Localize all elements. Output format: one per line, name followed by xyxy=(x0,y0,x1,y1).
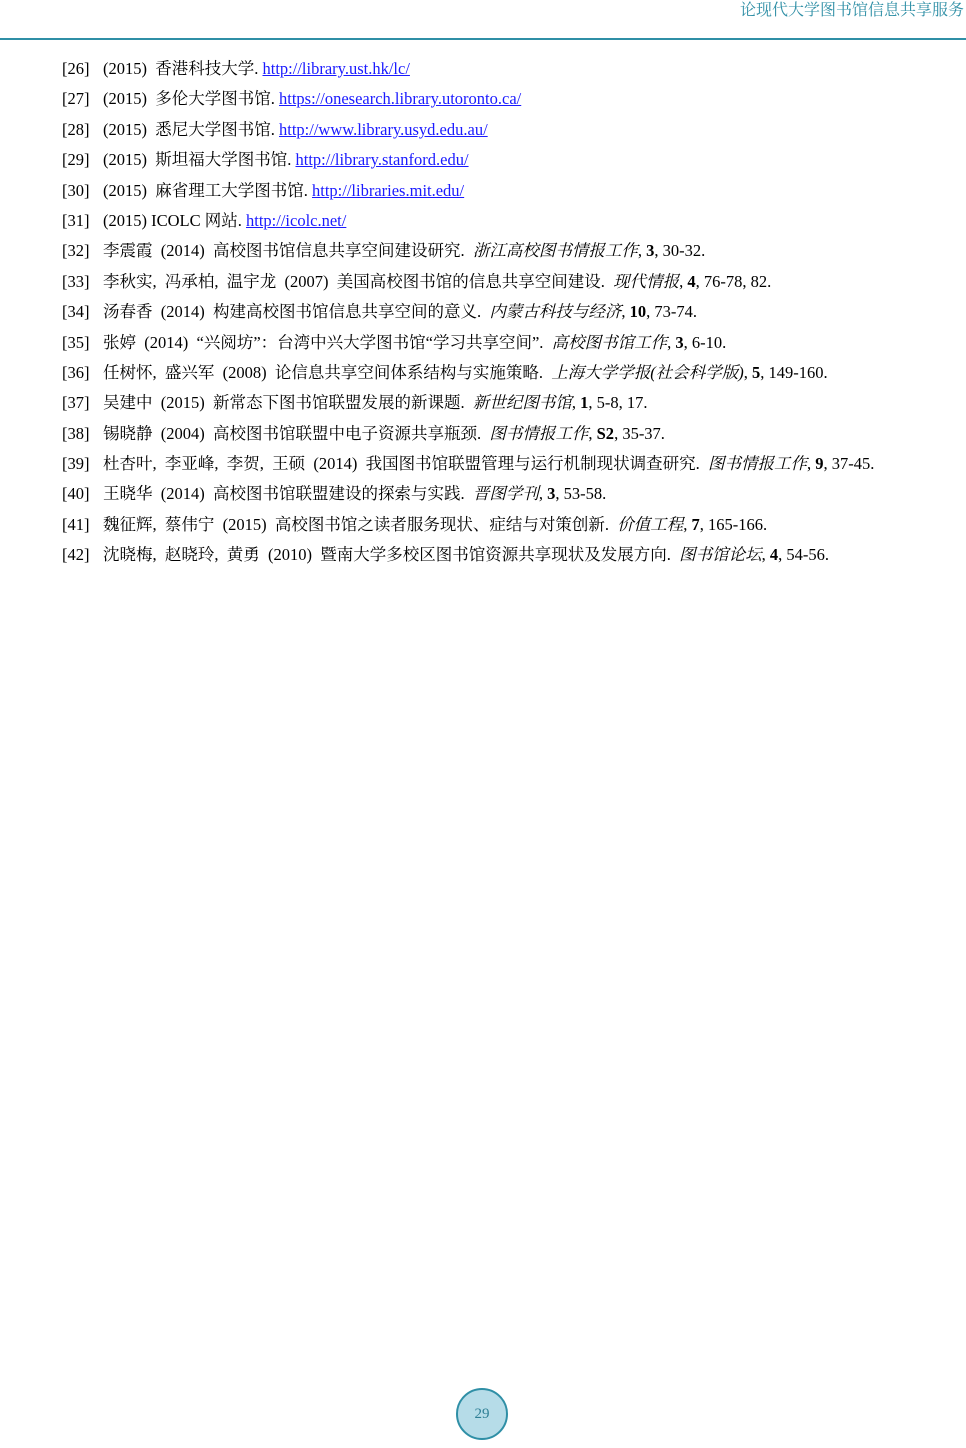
reference-number: [28] xyxy=(62,119,90,139)
reference-number: [27] xyxy=(62,89,90,109)
reference-item xyxy=(62,510,962,540)
reference-journal: 新世纪图书馆 xyxy=(472,393,572,413)
reference-item xyxy=(62,358,962,388)
reference-text: 李秋实, 冯承柏, 温宇龙 (2007) 美国高校图书馆的信息共享空间建设. xyxy=(103,271,614,291)
reference-text: 王晓华 (2014) 高校图书馆联盟建设的探索与实践. xyxy=(103,484,473,504)
reference-text: (2015) 麻省理工大学图书馆. xyxy=(103,180,312,200)
reference-body: 任树怀, 盛兴军 (2008) 论信息共享空间体系结构与实施策略. 上海大学学报(社会科学版), 5, 149-160. xyxy=(103,362,828,382)
reference-pages: , 37-45. xyxy=(823,454,875,474)
header-divider xyxy=(0,38,966,40)
reference-body xyxy=(103,84,521,114)
reference-pages: , 53-58. xyxy=(555,484,607,504)
reference-item xyxy=(62,206,962,236)
reference-journal: 浙江高校图书情报工作 xyxy=(472,241,638,261)
reference-item xyxy=(62,115,962,145)
reference-number: [37] xyxy=(62,393,90,413)
reference-text: 张婷 (2014) “兴阅坊”：台湾中兴大学图书馆“学习共享空间”. xyxy=(103,332,552,352)
reference-item xyxy=(62,449,962,479)
reference-journal: 图书情报工作 xyxy=(708,454,807,474)
reference-volume: 3 xyxy=(646,241,655,261)
reference-pages: , 73-74. xyxy=(646,302,697,322)
reference-number: [26] xyxy=(62,59,90,78)
reference-item xyxy=(62,84,962,114)
reference-pages: , 30-32. xyxy=(654,241,706,261)
reference-link[interactable]: http://icolc.net/ xyxy=(246,210,347,230)
reference-body: 李震霞 (2014) 高校图书馆信息共享空间建设研究. 浙江高校图书情报工作, 3, 30-32. xyxy=(103,241,706,261)
running-header-title: 论现代大学图书馆信息共享服务 xyxy=(739,0,964,19)
reference-item xyxy=(62,267,962,297)
reference-item xyxy=(62,236,962,266)
reference-number: [40] xyxy=(62,484,90,504)
reference-volume: 1 xyxy=(580,393,589,413)
reference-body: 汤春香 (2014) 构建高校图书馆信息共享空间的意义. 内蒙古科技与经济, 10, 73-74. xyxy=(103,302,697,322)
reference-volume: S2 xyxy=(596,423,615,443)
reference-item xyxy=(62,388,962,418)
reference-list xyxy=(62,54,962,571)
reference-volume: 4 xyxy=(687,271,696,291)
reference-body xyxy=(103,176,464,206)
reference-text: 汤春香 (2014) 构建高校图书馆信息共享空间的意义. xyxy=(103,302,490,322)
reference-number: [35] xyxy=(62,332,90,352)
reference-volume: 9 xyxy=(815,454,824,474)
reference-journal: 现代情报 xyxy=(613,271,680,291)
reference-text: (2015) 多伦大学图书馆. xyxy=(103,89,279,109)
reference-item xyxy=(62,145,962,175)
reference-item xyxy=(62,328,962,358)
reference-link[interactable]: http://library.ust.hk/lc/ xyxy=(262,59,410,78)
reference-journal: 上海大学学报(社会科学版) xyxy=(551,362,744,382)
reference-number: [34] xyxy=(62,302,90,322)
reference-number: [36] xyxy=(62,362,90,382)
page-number-badge xyxy=(456,1388,508,1440)
reference-text: (2015) 香港科技大学. xyxy=(103,59,263,78)
reference-item xyxy=(62,540,962,570)
reference-body: 魏征辉, 蔡伟宁 (2015) 高校图书馆之读者服务现状、症结与对策创新. 价值工程, 7, 165-166. xyxy=(103,514,768,534)
reference-pages: , 76-78, 82. xyxy=(695,271,772,291)
reference-volume: 3 xyxy=(547,484,556,504)
reference-number: [33] xyxy=(62,271,90,291)
reference-volume: 4 xyxy=(769,545,779,565)
reference-text: 吴建中 (2015) 新常态下图书馆联盟发展的新课题. xyxy=(103,393,473,413)
reference-pages: , 35-37. xyxy=(614,423,665,443)
reference-link[interactable]: http://www.library.usyd.edu.au/ xyxy=(279,119,488,139)
reference-body xyxy=(103,54,410,84)
reference-item xyxy=(62,297,962,327)
reference-text: 锡晓静 (2004) 高校图书馆联盟中电子资源共享瓶颈. xyxy=(103,423,490,443)
reference-pages: , 5-8, 17. xyxy=(588,393,648,413)
reference-number: [39] xyxy=(62,454,90,474)
reference-pages: , 165-166. xyxy=(699,514,768,534)
reference-number: [31] xyxy=(62,210,90,230)
reference-volume: 5 xyxy=(752,362,761,382)
reference-text: 沈晓梅, 赵晓玲, 黄勇 (2010) 暨南大学多校区图书馆资源共享现状及发展方向. xyxy=(103,545,680,565)
reference-text: (2015) 斯坦福大学图书馆. xyxy=(103,150,296,170)
reference-text: 杜杏叶, 李亚峰, 李贺, 王硕 (2014) 我国图书馆联盟管理与运行机制现状调查研究. xyxy=(103,454,708,474)
reference-number: [42] xyxy=(62,545,90,565)
reference-volume: 3 xyxy=(675,332,684,352)
reference-number: [30] xyxy=(62,180,90,200)
reference-journal: 高校图书馆工作 xyxy=(551,332,668,352)
reference-body: 王晓华 (2014) 高校图书馆联盟建设的探索与实践. 晋图学刊, 3, 53-58. xyxy=(103,484,607,504)
reference-body: 沈晓梅, 赵晓玲, 黄勇 (2010) 暨南大学多校区图书馆资源共享现状及发展方向. 图书馆论坛, 4, 54-56. xyxy=(103,545,829,565)
reference-journal: 图书情报工作 xyxy=(489,423,589,443)
reference-body: 李秋实, 冯承柏, 温宇龙 (2007) 美国高校图书馆的信息共享空间建设. 现代情报, 4, 76-78, 82. xyxy=(103,271,772,291)
reference-text: 魏征辉, 蔡伟宁 (2015) 高校图书馆之读者服务现状、症结与对策创新. xyxy=(103,514,618,534)
reference-item xyxy=(62,479,962,509)
reference-body: 吴建中 (2015) 新常态下图书馆联盟发展的新课题. 新世纪图书馆, 1, 5-8, 17. xyxy=(103,393,648,413)
reference-text: (2015) 悉尼大学图书馆. xyxy=(103,119,279,139)
reference-link[interactable]: http://library.stanford.edu/ xyxy=(295,150,469,170)
reference-pages: , 54-56. xyxy=(778,545,829,565)
reference-pages: , 149-160. xyxy=(760,362,828,382)
reference-body xyxy=(103,115,488,145)
reference-body: 张婷 (2014) “兴阅坊”：台湾中兴大学图书馆“学习共享空间”. 高校图书馆工作, 3, 6-10. xyxy=(103,332,727,352)
reference-journal: 图书馆论坛 xyxy=(679,545,762,565)
reference-link[interactable]: https://onesearch.library.utoronto.ca/ xyxy=(279,89,522,109)
reference-number: [29] xyxy=(62,150,90,170)
reference-number: [41] xyxy=(62,514,90,534)
page-number: 29 xyxy=(474,1405,490,1422)
reference-journal: 内蒙古科技与经济 xyxy=(489,302,622,322)
reference-volume: 10 xyxy=(629,302,647,322)
reference-body xyxy=(103,206,346,236)
reference-journal: 价值工程 xyxy=(617,514,684,534)
reference-journal: 晋图学刊 xyxy=(472,484,539,504)
reference-number: [38] xyxy=(62,423,90,443)
reference-pages: , 6-10. xyxy=(683,332,727,352)
reference-text: 李震霞 (2014) 高校图书馆信息共享空间建设研究. xyxy=(103,241,473,261)
reference-item xyxy=(62,54,962,84)
reference-body: 锡晓静 (2004) 高校图书馆联盟中电子资源共享瓶颈. 图书情报工作, S2, 35-37. xyxy=(103,423,665,443)
reference-item xyxy=(62,176,962,206)
reference-item xyxy=(62,419,962,449)
reference-body xyxy=(103,145,469,175)
reference-link[interactable]: http://libraries.mit.edu/ xyxy=(312,180,465,200)
reference-volume: 7 xyxy=(691,514,700,534)
reference-body: 杜杏叶, 李亚峰, 李贺, 王硕 (2014) 我国图书馆联盟管理与运行机制现状调查研究. 图书情报工作, 9, 37-45. xyxy=(103,454,875,474)
reference-text: (2015) ICOLC 网站. xyxy=(103,210,246,230)
reference-text: 任树怀, 盛兴军 (2008) 论信息共享空间体系结构与实施策略. xyxy=(103,362,552,382)
reference-number: [32] xyxy=(62,241,90,261)
